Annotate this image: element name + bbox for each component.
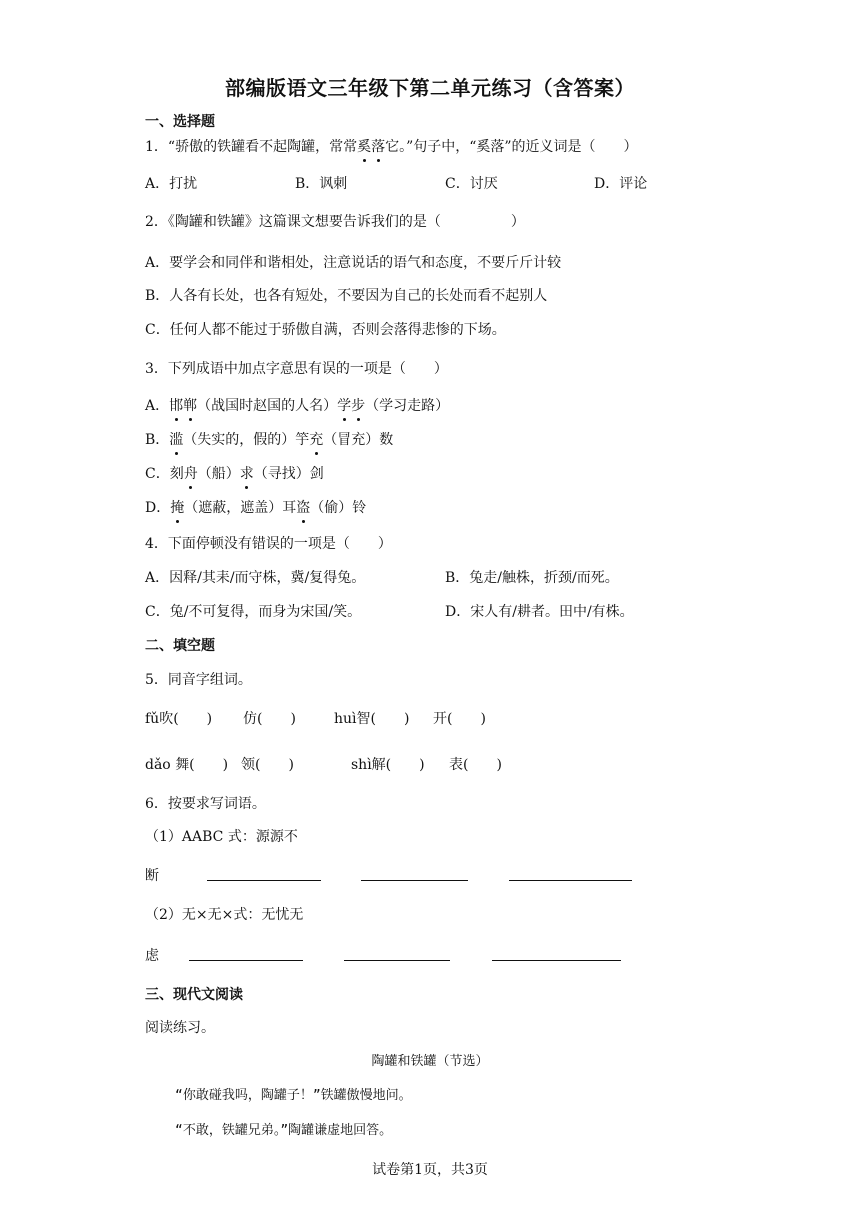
question-6-part-2-prompt: （2）无×无×式：无忧无 [145, 907, 304, 923]
emphasis-char: 舟 [183, 466, 198, 482]
emphasis-char: 盗 [296, 500, 311, 516]
homophone-blank[interactable]: 领( ) [241, 757, 294, 773]
option-text: （寻找）剑 [253, 466, 324, 482]
question-5-stem: 5．同音字组词。 [145, 672, 252, 688]
section-heading-choice: 一、选择题 [145, 114, 215, 130]
question-6-part-1-prompt: （1）AABC 式：源源不 [145, 829, 298, 845]
question-1-stem-post: 它。”句子中，“奚落”的近义词是（ ） [385, 139, 638, 155]
reading-passage-line: “不敢，铁罐兄弟。”陶罐谦虚地回答。 [175, 1123, 393, 1138]
option-text: （遮蔽，遮盖）耳 [184, 500, 297, 516]
question-2-option-b[interactable]: B．人各有长处，也各有短处，不要因为自己的长处而看不起别人 [145, 288, 548, 304]
homophone-blank[interactable]: huì智( ) [334, 711, 410, 727]
question-4-stem: 4．下面停顿没有错误的一项是（ ） [145, 536, 392, 552]
option-label: C．刻 [145, 466, 184, 482]
question-3-option-b[interactable] [145, 430, 393, 450]
question-2-option-a[interactable]: A．要学会和同伴和谐相处，注意说话的语气和态度，不要斤斤计较 [145, 255, 562, 271]
question-4-option-b[interactable]: B．兔走/触株，折颈/而死。 [445, 570, 619, 586]
page-footer: 试卷第1页，共3页 [372, 1162, 488, 1178]
emphasis-char: 奚 [357, 139, 372, 155]
emphasis-char: 邯 [169, 398, 184, 414]
option-text: （冒充）数 [323, 432, 394, 448]
option-label: A． [145, 398, 170, 414]
option-label: B． [145, 432, 170, 448]
emphasis-char: 学 [337, 398, 352, 414]
section-heading-reading: 三、现代文阅读 [145, 987, 243, 1003]
emphasis-char: 滥 [169, 432, 184, 448]
homophone-blank[interactable]: 开( ) [433, 711, 486, 727]
option-text: （学习走路） [365, 398, 450, 414]
question-2-option-c[interactable]: C．任何人都不能过于骄傲自满，否则会落得悲惨的下场。 [145, 322, 506, 338]
answer-line[interactable] [492, 946, 621, 967]
question-4-option-a[interactable]: A．因释/其耒/而守株，冀/复得兔。 [145, 570, 366, 586]
option-text: （失实的，假的）竽 [183, 432, 310, 448]
homophone-blank[interactable]: 表( ) [449, 757, 502, 773]
homophone-blank[interactable]: fǔ吹( ) [145, 711, 213, 727]
reading-passage-line: “你敢碰我吗，陶罐子！”铁罐傲慢地问。 [175, 1088, 412, 1103]
answer-line[interactable] [509, 866, 632, 887]
question-6-stem: 6．按要求写词语。 [145, 796, 266, 812]
question-1-stem-pre: 1．“骄傲的铁罐看不起陶罐，常常 [145, 139, 358, 155]
homophone-blank[interactable]: 仿( ) [243, 711, 296, 727]
emphasis-char: 充 [309, 432, 324, 448]
question-6-part-1-prompt-end: 断 [145, 868, 159, 884]
question-4-option-d[interactable]: D．宋人有/耕者。田中/有株。 [445, 604, 634, 620]
question-1-option-c[interactable]: C．讨厌 [445, 176, 498, 192]
homophone-blank[interactable]: shì解( ) [351, 757, 425, 773]
question-1-option-b[interactable]: B．讽刺 [295, 176, 348, 192]
question-3-stem: 3．下列成语中加点字意思有误的一项是（ ） [145, 361, 448, 377]
page-title: 部编版语文三年级下第二单元练习（含答案） [225, 76, 635, 100]
option-label: D． [145, 500, 171, 516]
question-2-stem: 2．《陶罐和铁罐》这篇课文想要告诉我们的是（ ） [145, 214, 525, 230]
question-3-option-c[interactable] [145, 464, 324, 484]
option-text: （战国时赵国的人名） [197, 398, 338, 414]
answer-line[interactable] [344, 946, 450, 967]
question-6-part-2-prompt-end: 虑 [145, 948, 159, 964]
reading-instruction: 阅读练习。 [145, 1020, 215, 1036]
question-3-option-d[interactable] [145, 498, 366, 518]
question-1-stem [145, 137, 638, 157]
answer-line[interactable] [207, 866, 321, 887]
reading-passage-title: 陶罐和铁罐（节选） [371, 1054, 489, 1069]
emphasis-char: 求 [239, 466, 254, 482]
question-1-option-d[interactable]: D．评论 [594, 176, 648, 192]
emphasis-char: 掩 [170, 500, 185, 516]
answer-line[interactable] [361, 866, 468, 887]
question-3-option-a[interactable] [145, 396, 449, 416]
homophone-blank[interactable]: dǎo 舞( ) [145, 757, 229, 773]
emphasis-char: 步 [351, 398, 366, 414]
emphasis-char: 落 [371, 139, 386, 155]
emphasis-char: 郸 [183, 398, 198, 414]
answer-line[interactable] [189, 946, 303, 967]
question-1-option-a[interactable]: A．打扰 [145, 176, 198, 192]
option-text: （偷）铃 [310, 500, 367, 516]
section-heading-fill: 二、填空题 [145, 638, 215, 654]
question-4-option-c[interactable]: C．兔/不可复得，而身为宋国/笑。 [145, 604, 362, 620]
option-text: （船） [197, 466, 240, 482]
